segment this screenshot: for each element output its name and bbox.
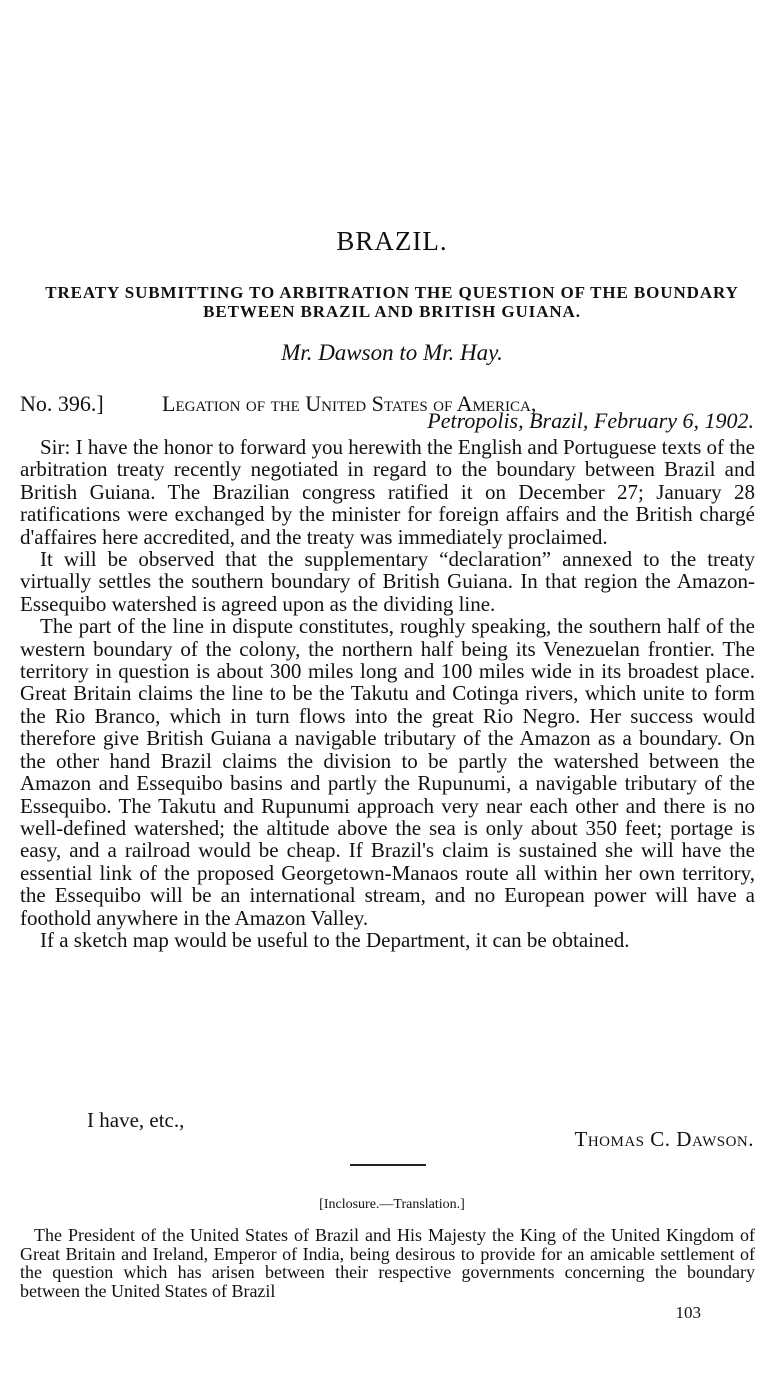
paragraph-3: The part of the line in dispute constitutes, roughly speaking, the southern half of the western boundary of the colony, the northern half being its Venezuelan frontier. The territory in question is about 300 miles long and 100 miles wide in its broadest place. Great Britain claims the line to be the Takutu and Cotinga rivers, which unite to form the Rio Branco, which in turn flows into the great Rio Negro. Her success would therefore give British Guiana a navigable tributary of the Amazon as a boundary. On the other hand Brazil claims the division to be partly the watershed between the Amazon and Essequibo basins and partly the Rupunumi, a navigable tributary of the Essequibo. The Takutu and Rupunumi approach very near each other and there is no well-defined watershed; the altitude above the sea is only about 350 feet; portage is easy, and a railroad would be cheap. If Brazil's claim is sustained she will have the essential link of the proposed Georgetown-Manaos route all within her own territory, the Essequibo will be an international stream, and no European power will have a foothold anywhere in the Amazon Valley. [20,614,755,930]
document-number: No. 396.] [20,391,104,416]
legation-line: Legation of the United States of America, [162,391,537,416]
paragraph-4: If a sketch map would be useful to the Department, it can be obtained. [40,927,630,952]
section-divider [350,1164,426,1166]
page-number: 103 [675,1303,701,1322]
closing-salutation: I have, etc., [87,1108,185,1132]
paragraph-2: It will be observed that the supplementary “declaration” annexed to the treaty virtually settles the southern boundary of British Guiana. In that region the Amazon-Essequibo watershed is agreed upon as the dividing line. [20,547,755,616]
enclosure-label: [Inclosure.—Translation.] [319,1197,465,1212]
letter-body [20,436,755,951]
enclosure-paragraph: The President of the United States of Brazil and His Majesty the King of the United Kingdom of Great Britain and Ireland, Emperor of India, being desirous to provide for an amicable settlement of the question which has arisen between their respective governments concerning the boundary between the United States of Brazil [20,1225,755,1301]
place-date-line: Petropolis, Brazil, February 6, 1902. [427,408,754,433]
enclosure-text [20,1226,755,1300]
signature: Thomas C. Dawson. [574,1127,754,1151]
letter-heading: Mr. Dawson to Mr. Hay. [281,340,503,365]
country-heading: BRAZIL. [336,226,448,256]
paragraph-1: Sir: I have the honor to forward you herewith the English and Portuguese texts of the arbitration treaty recently negotiated in regard to the boundary between Brazil and British Guiana. The Brazilian congress ratified it on December 27; January 28 ratifications were exchanged by the minister for foreign affairs and the British chargé d'affaires here accredited, and the treaty was immediately proclaimed. [20,435,755,549]
treaty-title: TREATY SUBMITTING TO ARBITRATION THE QUESTION OF THE BOUNDARY BETWEEN BRAZIL AND BRITISH GUIANA. [45,283,739,321]
